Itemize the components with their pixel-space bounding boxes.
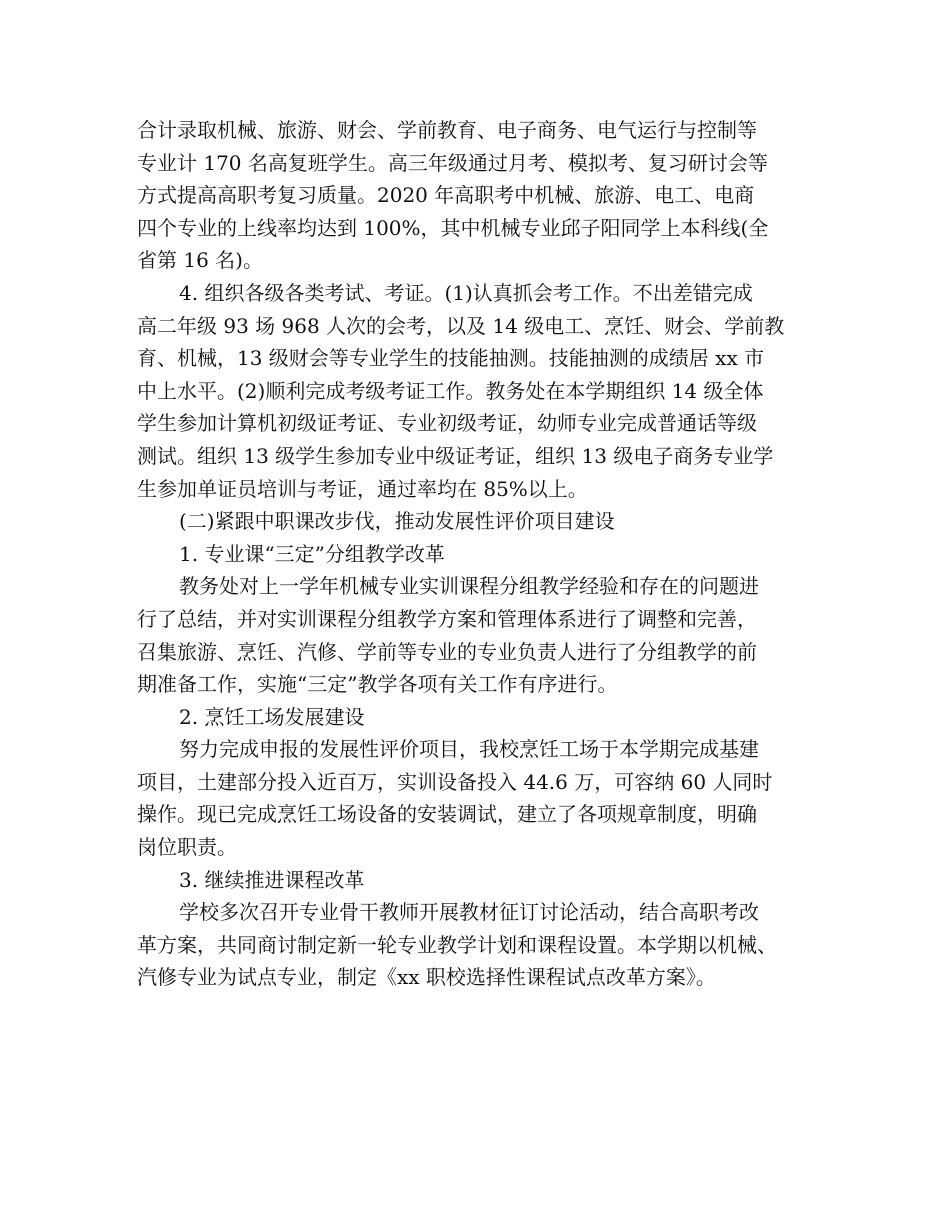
text-line: 四个专业的上线率均达到 100%，其中机械专业邱子阳同学上本科线(全 xyxy=(137,215,769,240)
text-line: 中上水平。(2)顺利完成考级考证工作。教务处在本学期组织 14 级全体 xyxy=(137,378,764,403)
text-line: 召集旅游、烹饪、汽修、学前等专业的专业负责人进行了分组教学的前 xyxy=(137,639,757,664)
text-line: 专业计 170 名高复班学生。高三年级通过月考、模拟考、复习研讨会等 xyxy=(137,150,768,175)
text-line: 省第 16 名)。 xyxy=(137,248,263,273)
text-line: 行了总结，并对实训课程分组教学方案和管理体系进行了调整和完善， xyxy=(137,606,757,631)
text-line: 期准备工作，实施“三定”教学各项有关工作有序进行。 xyxy=(137,672,618,697)
subsection-heading: 3. 继续推进课程改革 xyxy=(179,867,365,892)
text-line: 努力完成申报的发展性评价项目，我校烹饪工场于本学期完成基建 xyxy=(179,737,759,762)
text-line: 高二年级 93 场 968 人次的会考，以及 14 级电工、烹饪、财会、学前教 xyxy=(137,313,785,338)
text-line: 项目，土建部分投入近百万，实训设备投入 44.6 万，可容纳 60 人同时 xyxy=(137,769,773,794)
text-line: 教务处对上一学年机械专业实训课程分组教学经验和存在的问题进 xyxy=(179,574,759,599)
subsection-heading: 2. 烹饪工场发展建设 xyxy=(179,704,365,729)
text-line: 学生参加计算机初级证考证、专业初级考证，幼师专业完成普通话等级 xyxy=(137,411,757,436)
text-line: 育、机械，13 级财会等专业学生的技能抽测。技能抽测的成绩居 xx 市 xyxy=(137,346,765,371)
subsection-heading: 1. 专业课“三定”分组教学改革 xyxy=(179,541,445,566)
text-line: 革方案，共同商讨制定新一轮专业教学计划和课程设置。本学期以机械、 xyxy=(137,932,777,957)
text-line: 测试。组织 13 级学生参加专业中级证考证，组织 13 级电子商务专业学 xyxy=(137,443,774,468)
document-body xyxy=(137,114,817,994)
text-line: 学校多次召开专业骨干教师开展教材征订讨论活动，结合高职考改 xyxy=(179,900,759,925)
text-line: 操作。现已完成烹饪工场设备的安装调试，建立了各项规章制度，明确 xyxy=(137,802,757,827)
section-heading: (二)紧跟中职课改步伐，推动发展性评价项目建设 xyxy=(179,509,615,534)
text-line: 生参加单证员培训与考证，通过率均在 85%以上。 xyxy=(137,476,588,501)
paragraph-heading-exams: 4. 组织各级各类考试、考证。(1)认真抓会考工作。不出差错完成 xyxy=(179,280,753,305)
text-line: 汽修专业为试点专业，制定《xx 职校选择性课程试点改革方案》。 xyxy=(137,965,716,990)
text-line: 合计录取机械、旅游、财会、学前教育、电子商务、电气运行与控制等 xyxy=(137,118,757,142)
text-line: 方式提高高职考复习质量。2020 年高职考中机械、旅游、电工、电商 xyxy=(137,183,755,208)
text-line: 岗位职责。 xyxy=(137,835,237,860)
